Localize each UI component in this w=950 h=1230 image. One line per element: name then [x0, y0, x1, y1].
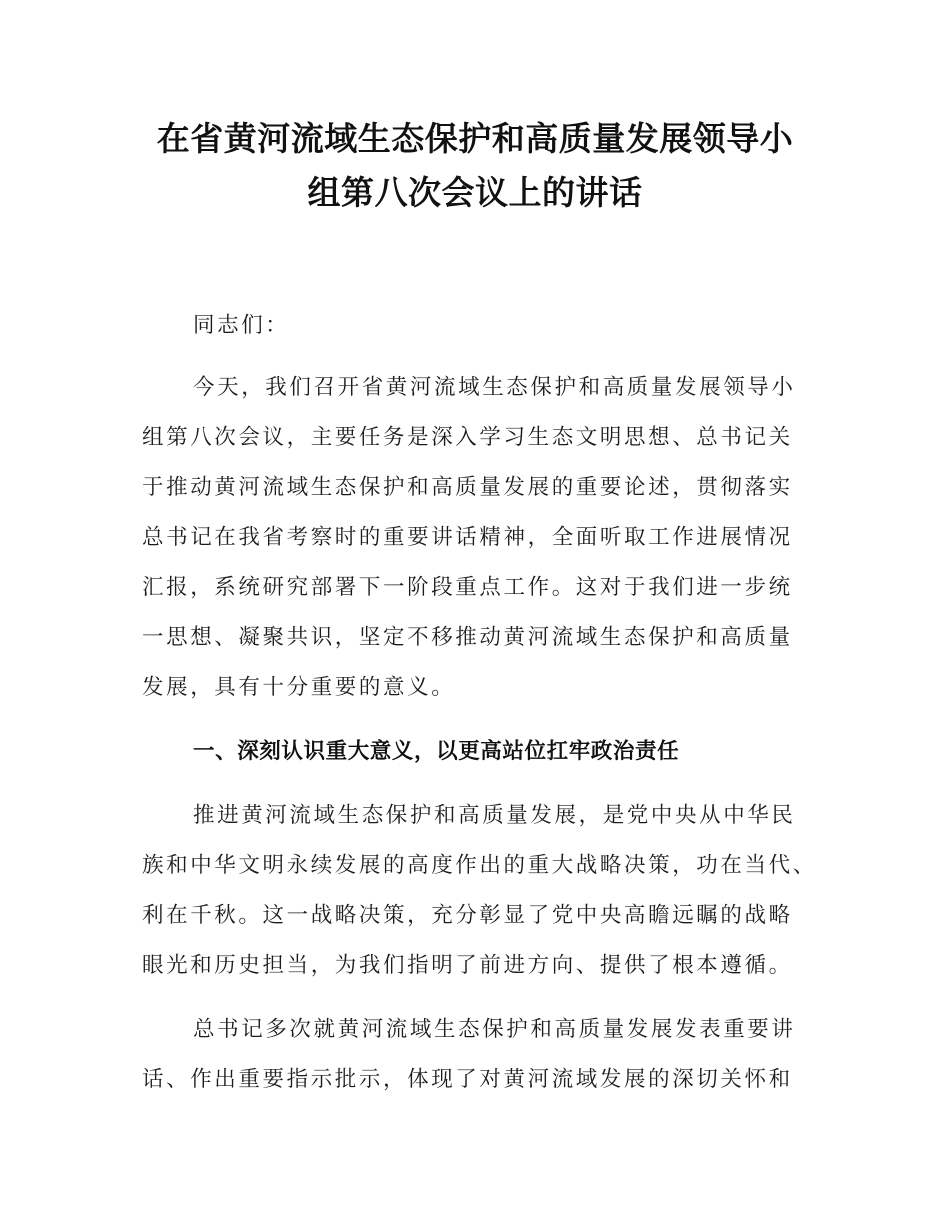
paragraph-line: 汇报，系统研究部署下一阶段重点工作。这对于我们进一步统 — [142, 575, 793, 600]
paragraph-line: 总书记多次就黄河流域生态保护和高质量发展发表重要讲 — [193, 1017, 796, 1042]
paragraph-line: 总书记在我省考察时的重要讲话精神，全面听取工作进展情况 — [142, 525, 793, 550]
paragraph-line: 推进黄河流域生态保护和高质量发展，是党中央从中华民 — [193, 803, 796, 828]
paragraph-line: 今天，我们召开省黄河流域生态保护和高质量发展领导小 — [193, 375, 796, 400]
paragraph-line: 话、作出重要指示批示，体现了对黄河流域发展的深切关怀和 — [142, 1067, 793, 1092]
salutation — [142, 301, 822, 351]
paragraph-line: 一思想、凝聚共识，坚定不移推动黄河流域生态保护和高质量 — [142, 625, 793, 650]
paragraph-line: 组第八次会议，主要任务是深入学习生态文明思想、总书记关 — [142, 425, 793, 450]
salutation-text: 同志们： — [193, 313, 290, 338]
paragraph-line: 族和中华文明永续发展的高度作出的重大战略决策，功在当代、 — [142, 853, 817, 878]
paragraph-significance — [142, 791, 822, 991]
paragraph-line: 发展，具有十分重要的意义。 — [142, 675, 456, 700]
paragraph-instructions — [142, 1005, 822, 1105]
section-heading: 一、深刻认识重大意义，以更高站位扛牢政治责任 — [193, 739, 680, 764]
paragraph-opening — [142, 363, 822, 713]
title-line: 在省黄河流域生态保护和高质量发展领导小 — [156, 119, 794, 158]
paragraph-line: 利在千秋。这一战略决策，充分彰显了党中央高瞻远瞩的战略 — [142, 903, 793, 928]
title-line: 组第八次会议上的讲话 — [307, 173, 643, 212]
document-title — [140, 112, 810, 220]
paragraph-line: 眼光和历史担当，为我们指明了前进方向、提供了根本遵循。 — [142, 953, 793, 978]
paragraph-line: 于推动黄河流域生态保护和高质量发展的重要论述，贯彻落实 — [142, 475, 793, 500]
